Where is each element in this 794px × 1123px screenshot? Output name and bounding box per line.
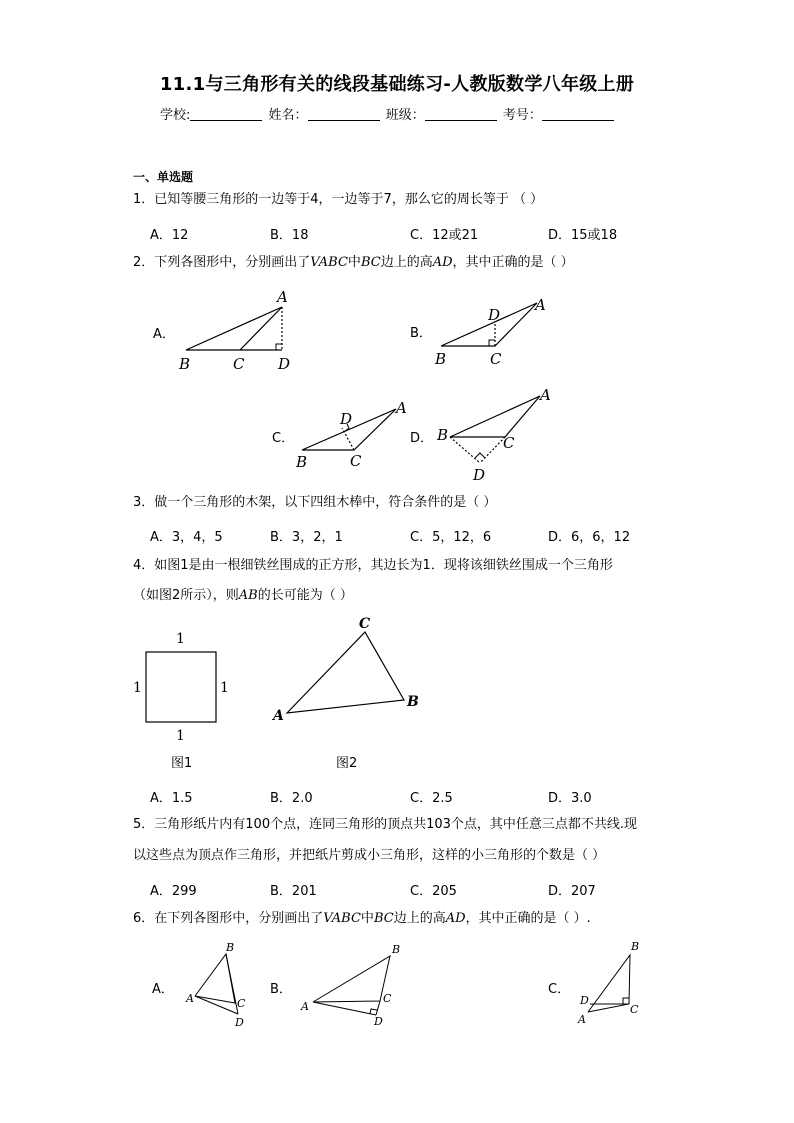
q2a-point-c: C (233, 355, 245, 373)
q1-option-a: A．12 (150, 228, 189, 243)
q4-figure-2 (271, 616, 419, 724)
q2d-point-c: C (503, 434, 515, 452)
q4-point-a: A (273, 708, 284, 724)
q2d-point-a: A (540, 386, 551, 404)
q4-figure-1 (133, 631, 229, 744)
q2c-point-b: B (296, 453, 308, 471)
name-label: 姓名： (268, 108, 308, 123)
q6c-point-c: C (630, 1003, 639, 1016)
q2b-point-c: C (490, 350, 502, 368)
q6c-point-a: A (578, 1013, 586, 1026)
q6a-point-b: B (226, 941, 235, 954)
number-label: 考号： (502, 108, 542, 123)
q6-figure-a (195, 954, 238, 1014)
q2c-point-c: C (350, 452, 362, 470)
q6a-point-a: A (186, 992, 194, 1005)
q6c-point-b: B (631, 940, 640, 953)
question-4-line-2: （如图2所示），则AB的长可能为（ ） (133, 588, 353, 603)
q6a-point-c: C (237, 997, 246, 1010)
q5-option-b: B．201 (270, 884, 317, 899)
class-label: 班级： (385, 108, 425, 123)
q5-option-c: C．205 (410, 884, 457, 899)
q2-label-a: A． (153, 327, 175, 342)
q4-point-b: B (407, 694, 419, 710)
q4-option-d: D．3.0 (548, 791, 592, 806)
q4-option-a: A．1.5 (150, 791, 193, 806)
section-heading: 一、单选题 (133, 170, 194, 184)
q2-label-b: B． (410, 326, 432, 341)
q6b-point-b: B (392, 943, 401, 956)
q2a-point-d: D (278, 355, 291, 373)
question-5-line-1: 5．三角形纸片内有100个点，连同三角形的顶点共103个点，其中任意三点都不共线.现 (133, 817, 638, 832)
q6b-point-d: D (374, 1015, 383, 1028)
q4-option-c: C．2.5 (410, 791, 453, 806)
q3-option-a: A．3，4，5 (150, 530, 223, 545)
fig2-caption: 图2 (336, 756, 358, 771)
q2-label-c: C． (272, 431, 295, 446)
q5-option-a: A．299 (150, 884, 197, 899)
q6c-point-d: D (580, 994, 589, 1007)
square-left-label: 1 (133, 680, 142, 696)
q3-option-d: D．6，6，12 (548, 530, 631, 545)
q6-label-a: A． (152, 982, 174, 997)
q2c-point-d: D (340, 410, 353, 428)
square-right-label: 1 (220, 680, 229, 696)
fig1-caption: 图1 (171, 756, 193, 771)
q2b-point-b: B (435, 350, 447, 368)
q2d-point-b: B (437, 426, 449, 444)
q2c-point-a: A (396, 399, 407, 417)
q6a-point-d: D (235, 1016, 244, 1029)
q4-point-c: C (359, 616, 371, 632)
q2-figure-a (186, 307, 282, 350)
q1-option-d: D．15或18 (548, 228, 618, 243)
q2a-point-b: B (179, 355, 191, 373)
q2b-point-d: D (488, 306, 501, 324)
question-3-text: 3．做一个三角形的木架，以下四组木棒中，符合条件的是（ ） (133, 495, 497, 510)
school-label: 学校: (160, 108, 191, 123)
q6-figure-c (588, 955, 630, 1012)
q6-figure-b (313, 956, 390, 1015)
q1-option-c: C．12或21 (410, 228, 479, 243)
square-top-label: 1 (176, 631, 185, 647)
question-5-line-2: 以这些点为顶点作三角形，并把纸片剪成小三角形，这样的小三角形的个数是（ ） (133, 848, 606, 863)
q2b-point-a: A (535, 296, 546, 314)
page-title: 11.1与三角形有关的线段基础练习-人教版数学八年级上册 (159, 74, 635, 95)
q4-option-b: B．2.0 (270, 791, 313, 806)
question-4-line-1: 4．如图1是由一根细铁丝围成的正方形，其边长为1．现将该细铁丝围成一个三角形 (133, 558, 613, 573)
q2-label-d: D． (410, 431, 434, 446)
question-2-text: 2．下列各图形中，分别画出了VABC中BC边上的高AD，其中正确的是（ ） (133, 255, 574, 270)
q2d-point-d: D (473, 466, 486, 484)
q6-label-b: B． (270, 982, 292, 997)
question-6-text: 6．在下列各图形中，分别画出了VABC中BC边上的高AD，其中正确的是（ ）. (133, 911, 591, 926)
q6-label-c: C． (548, 982, 571, 997)
q6b-point-a: A (301, 1000, 309, 1013)
question-1-text: 1．已知等腰三角形的一边等于4，一边等于7，那么它的周长等于 （ ） (133, 192, 544, 207)
q3-option-b: B．3，2，1 (270, 530, 343, 545)
q6b-point-c: C (383, 992, 392, 1005)
q3-option-c: C．5，12，6 (410, 530, 492, 545)
square-bottom-label: 1 (176, 728, 185, 744)
q2-figure-d (450, 396, 540, 463)
q5-option-d: D．207 (548, 884, 596, 899)
q2a-point-a: A (277, 288, 288, 306)
q1-option-b: B．18 (270, 228, 309, 243)
